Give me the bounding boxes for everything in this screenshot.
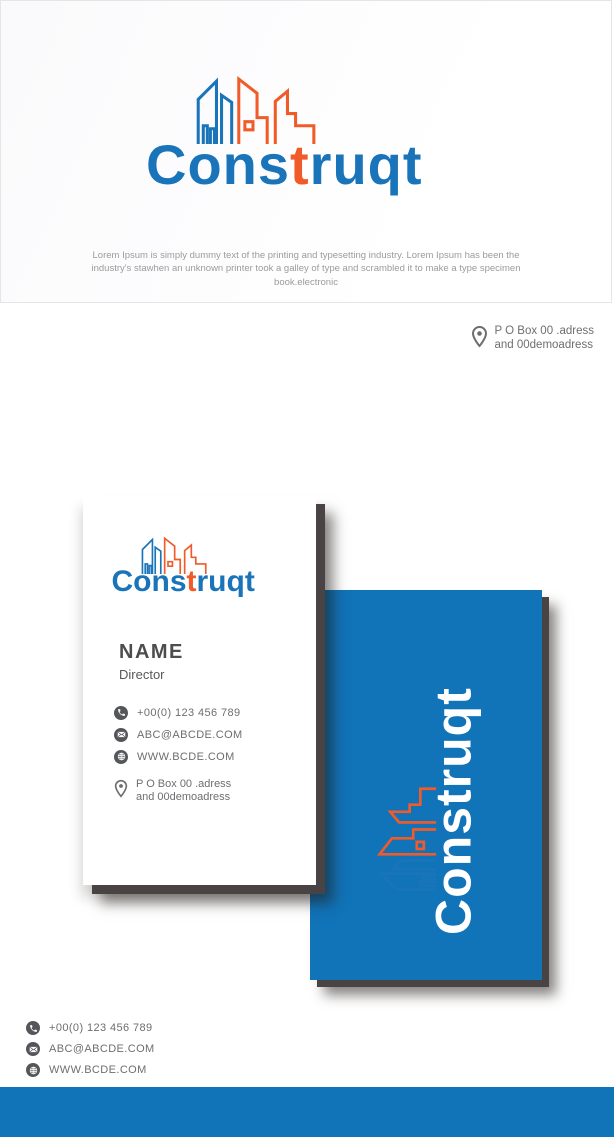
email-icon bbox=[26, 1042, 40, 1056]
brand-wordmark bbox=[146, 133, 466, 196]
phone-icon bbox=[114, 706, 128, 720]
wordmark-suffix: ruqt bbox=[425, 687, 482, 789]
card-address bbox=[114, 778, 316, 805]
card-website-row bbox=[114, 750, 316, 764]
website-url: WWW.BCDE.COM bbox=[49, 1064, 147, 1076]
brand-wordmark bbox=[111, 565, 288, 598]
email-icon bbox=[114, 728, 128, 742]
header-address bbox=[471, 324, 594, 352]
wordmark-prefix: Cons bbox=[425, 806, 482, 935]
globe-icon bbox=[114, 750, 128, 764]
cardholder-name: NAME bbox=[119, 640, 184, 663]
phone-number: +00(0) 123 456 789 bbox=[137, 706, 241, 719]
wordmark-accent: t bbox=[186, 565, 197, 598]
globe-icon bbox=[26, 1063, 40, 1077]
phone-icon bbox=[26, 1021, 40, 1035]
header-panel bbox=[0, 0, 612, 303]
location-pin-icon bbox=[114, 779, 128, 798]
blue-business-card bbox=[310, 590, 542, 980]
wordmark-suffix: ruqt bbox=[309, 133, 423, 196]
white-business-card bbox=[83, 495, 316, 885]
card-contact-list bbox=[114, 706, 316, 764]
address-line-1: P O Box 00 .adress bbox=[494, 325, 594, 337]
address-line-2: and 00demoadress bbox=[494, 339, 593, 352]
footer-contact-list bbox=[26, 1021, 155, 1084]
email-address: ABC@ABCDE.COM bbox=[49, 1043, 155, 1055]
phone-number: +00(0) 123 456 789 bbox=[49, 1022, 153, 1034]
brand-logo bbox=[146, 73, 466, 196]
address-line-2: and 00demoadress bbox=[136, 790, 231, 803]
wordmark-suffix: ruqt bbox=[196, 565, 255, 598]
wordmark-prefix: Cons bbox=[146, 133, 290, 196]
footer-website-row bbox=[26, 1063, 155, 1077]
location-pin-icon bbox=[471, 325, 488, 348]
brand-logo-small bbox=[112, 535, 288, 597]
footer-phone-row bbox=[26, 1021, 155, 1035]
wordmark-accent: t bbox=[425, 788, 482, 806]
footer-email-row bbox=[26, 1042, 155, 1056]
card-phone-row bbox=[114, 706, 316, 720]
brand-tagline: Lorem Ipsum is simply dummy text of the printing and typesetting industry. Lorem Ipsum has been the industry's stawhen an unknown printer took a galley of type and scrambled it to make a type specimen book.electronic bbox=[91, 250, 521, 288]
brand-wordmark bbox=[425, 635, 482, 935]
address-line-1: P O Box 00 .adress bbox=[136, 777, 232, 790]
email-address: ABC@ABCDE.COM bbox=[137, 728, 243, 741]
brand-logo-rotated bbox=[374, 635, 482, 935]
website-url: WWW.BCDE.COM bbox=[137, 750, 235, 763]
wordmark-prefix: Cons bbox=[111, 565, 187, 598]
card-email-row bbox=[114, 728, 316, 742]
bottom-accent-bar bbox=[0, 1087, 614, 1137]
cardholder-title: Director bbox=[119, 666, 165, 682]
wordmark-accent: t bbox=[290, 133, 310, 196]
